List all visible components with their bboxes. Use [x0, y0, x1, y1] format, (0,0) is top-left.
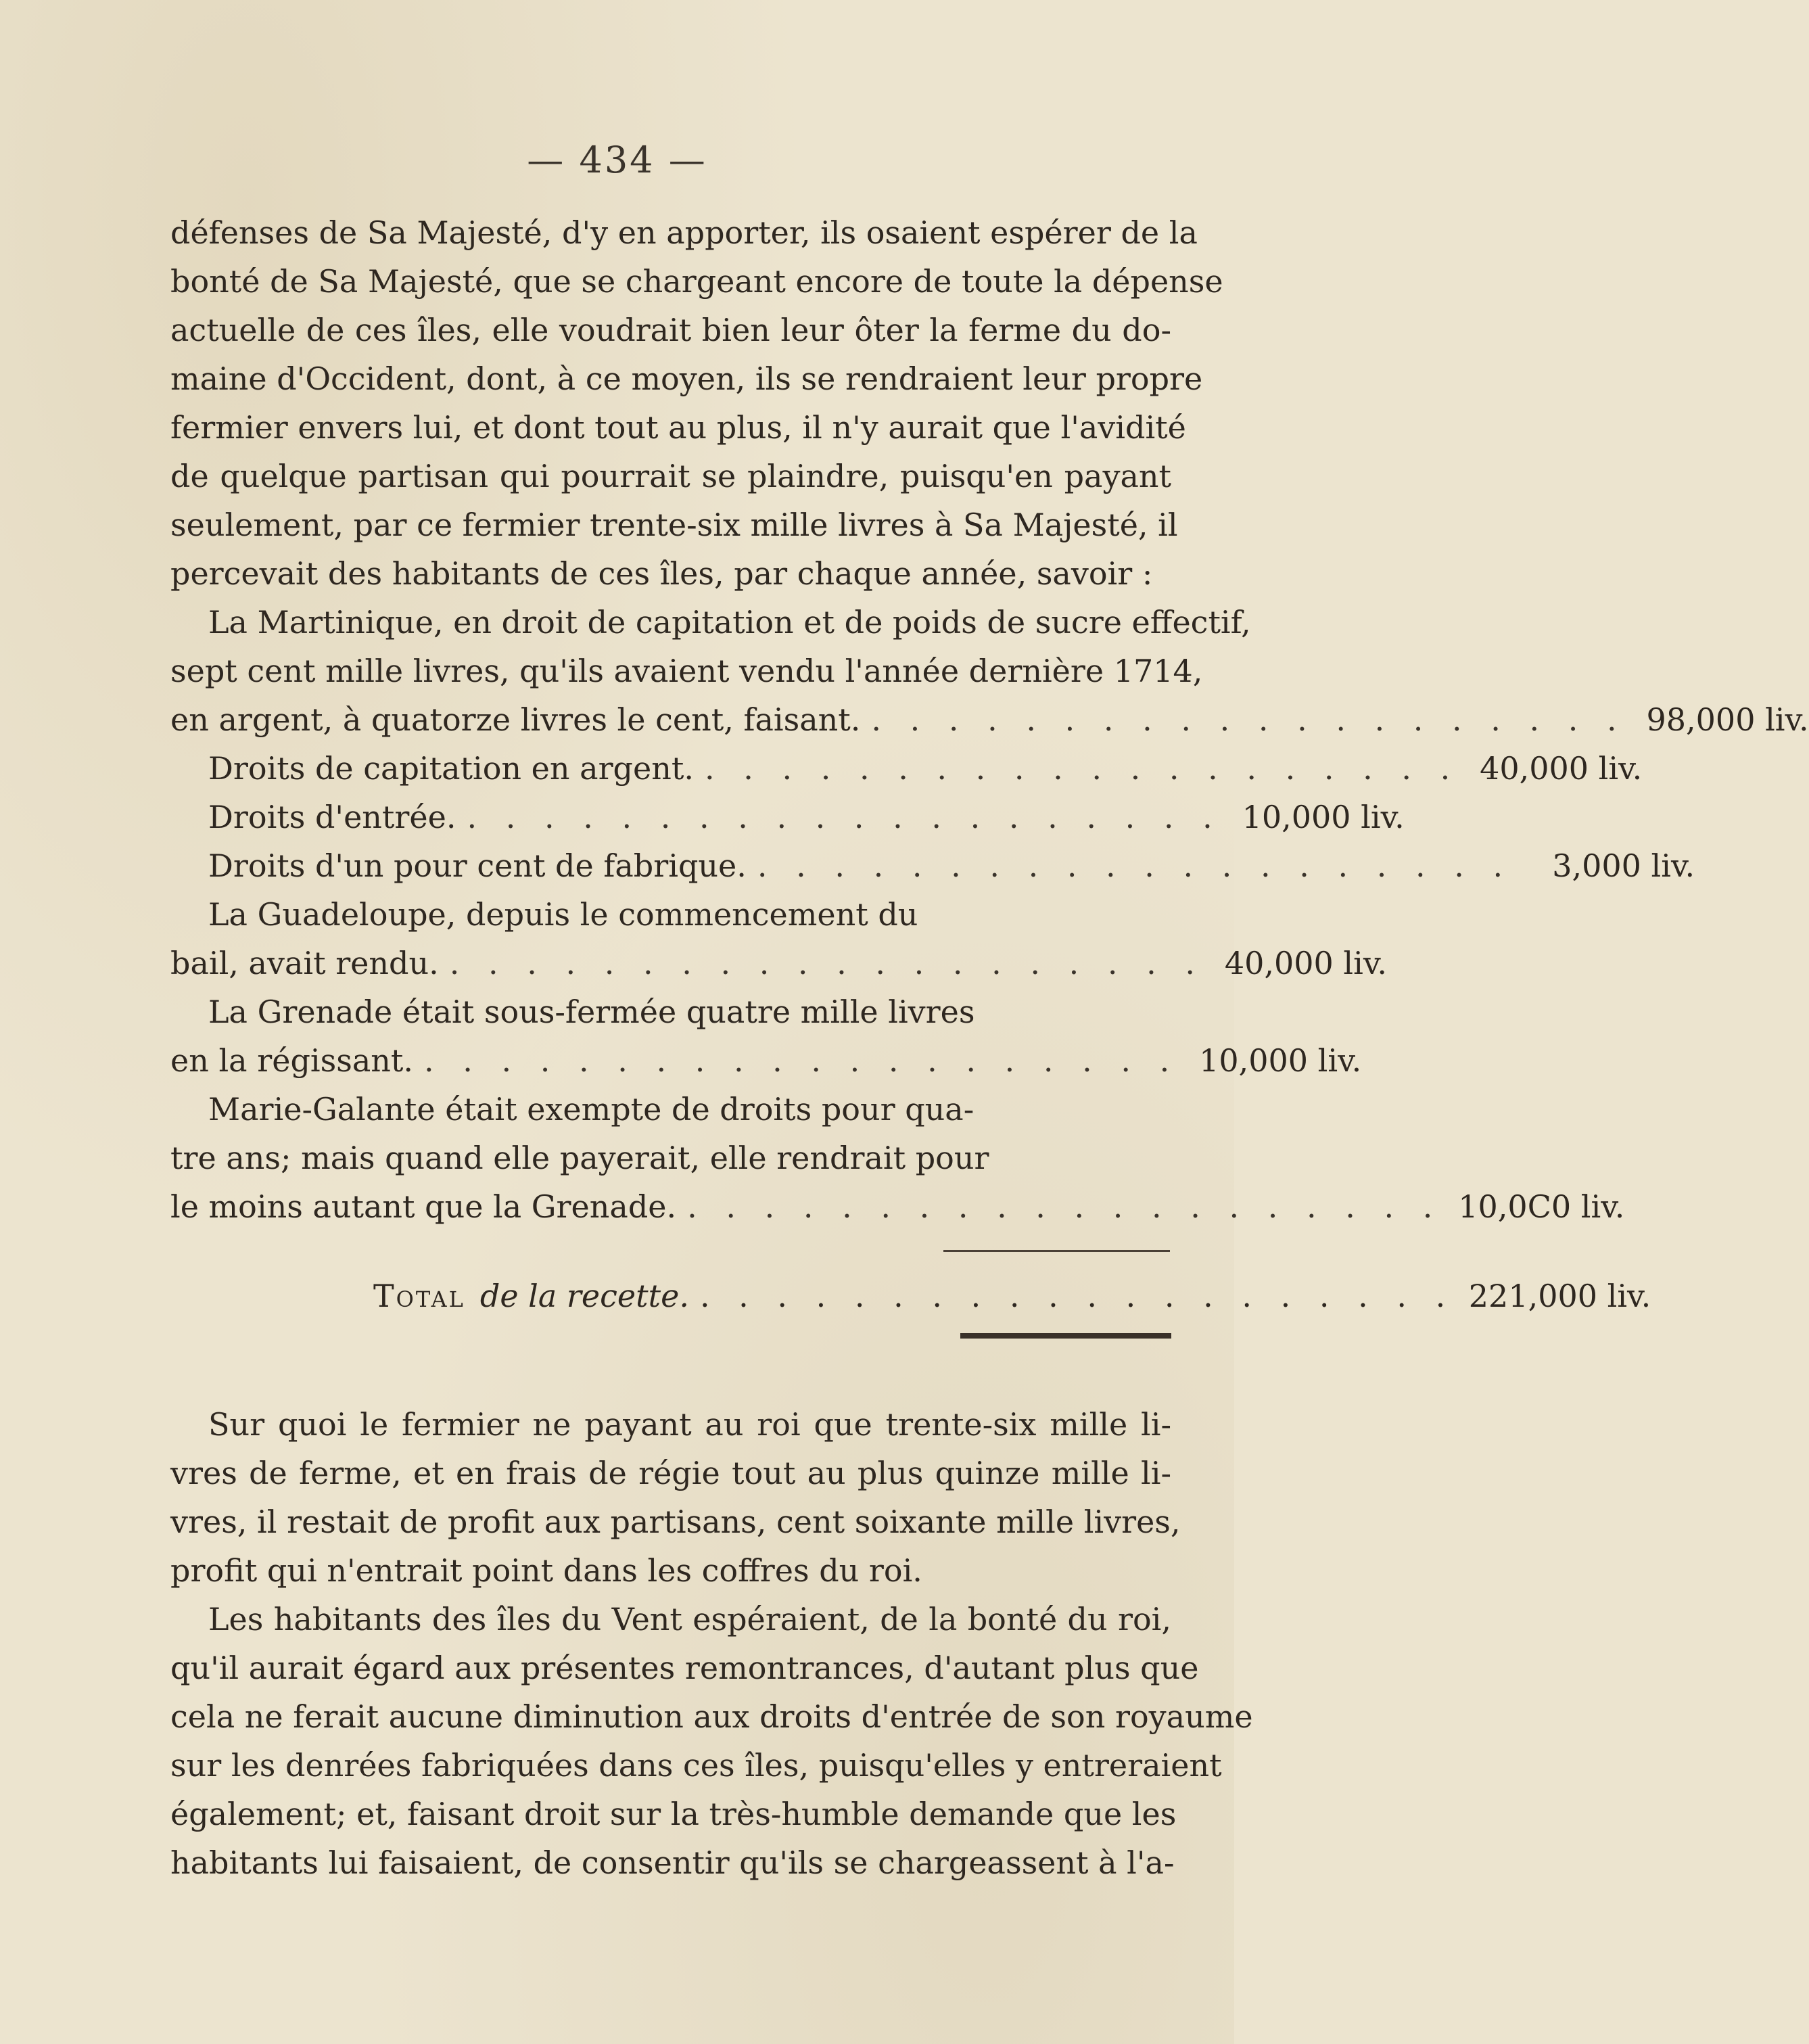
entry-grenade	[170, 1036, 1362, 1085]
text-line: Marie-Galante était exempte de droits pour qua-	[208, 1091, 974, 1128]
text-line: sur les denrées fabriquées dans ces îles, puisqu'elles y entreraient	[170, 1747, 1222, 1784]
entry-label: en la régissant.	[170, 1042, 413, 1079]
leader-dots: . . . . . . . . . . . . . . . . . . . .	[687, 1188, 1442, 1225]
entry-amount: 3,000 liv.	[1552, 847, 1695, 884]
text-line: actuelle de ces îles, elle voudrait bien leur ôter la ferme du do-	[170, 312, 1171, 348]
leader-dots: . . . . . . . . . . . . . . . . . . . .	[467, 799, 1222, 835]
paragraph-4	[170, 1595, 1253, 1887]
entry-label: bail, avait rendu.	[170, 945, 439, 981]
text-line: sept cent mille livres, qu'ils avaient vendu l'année dernière 1714,	[170, 653, 1203, 689]
text-line: vres de ferme, et en frais de régie tout au plus quinze mille li-	[170, 1455, 1171, 1491]
entry-amount: 98,000 liv.	[1646, 701, 1809, 738]
entry-guadeloupe	[170, 939, 1387, 988]
total-amount: 221,000 liv.	[1468, 1278, 1651, 1314]
text-line: bonté de Sa Majesté, que se chargeant encore de toute la dépense	[170, 263, 1223, 300]
entry-marie-galante	[170, 1182, 1625, 1231]
entry-amount: 10,000 liv.	[1242, 799, 1405, 835]
text-line: La Guadeloupe, depuis le commencement du	[208, 896, 918, 933]
text-line: de quelque partisan qui pourrait se plaindre, puisqu'en payant	[170, 458, 1171, 494]
text-line: tre ans; mais quand elle payerait, elle rendrait pour	[170, 1140, 989, 1176]
entry-amount: 10,0C0 liv.	[1458, 1188, 1625, 1225]
leader-dots: . . . . . . . . . . . . . . . . . . . .	[699, 1278, 1455, 1314]
entry-fabrique	[170, 841, 1695, 890]
text-line: cela ne ferait aucune diminution aux droits d'entrée de son royaume	[170, 1698, 1253, 1735]
entry-amount: 40,000 liv.	[1480, 750, 1643, 787]
text-line: fermier envers lui, et dont tout au plus, il n'y aurait que l'avidité	[170, 409, 1186, 446]
text-line: La Grenade était sous-fermée quatre mille livres	[208, 994, 975, 1030]
total-word: Total	[373, 1278, 465, 1314]
text-line: qu'il aurait égard aux présentes remontrances, d'autant plus que	[170, 1650, 1199, 1686]
leader-dots: . . . . . . . . . . . . . . . . . . . .	[704, 750, 1460, 787]
page-number: — 434 —	[527, 139, 707, 181]
text-line: maine d'Occident, dont, à ce moyen, ils se rendraient leur propre	[170, 361, 1203, 397]
receipts-list	[170, 598, 1809, 1231]
text-line: Les habitants des îles du Vent espéraient, de la bonté du roi,	[208, 1601, 1171, 1637]
entry-amount: 10,000 liv.	[1199, 1042, 1362, 1079]
total-row	[170, 1272, 1651, 1320]
entry-droits-entree	[170, 793, 1405, 841]
paragraph-3	[170, 1400, 1181, 1595]
leader-dots: . . . . . . . . . . . . . . . . . . . .	[423, 1042, 1179, 1079]
text-line: percevait des habitants de ces îles, par chaque année, savoir :	[170, 555, 1153, 592]
text-line: vres, il restait de profit aux partisans, cent soixante mille livres,	[170, 1504, 1181, 1540]
leader-dots: . . . . . . . . . . . . . . . . . . . .	[449, 945, 1204, 981]
text-line: défenses de Sa Majesté, d'y en apporter, ils osaient espérer de la	[170, 214, 1198, 251]
text-line: profit qui n'entrait point dans les coffres du roi.	[170, 1552, 922, 1589]
text-line: habitants lui faisaient, de consentir qu'ils se chargeassent à l'a-	[170, 1844, 1175, 1881]
entry-label: Droits d'entrée.	[208, 799, 456, 835]
entry-capitation	[170, 744, 1643, 793]
text-line: La Martinique, en droit de capitation et de poids de sucre effectif,	[208, 604, 1251, 641]
entry-martinique-argent	[170, 695, 1809, 744]
text-line: seulement, par ce fermier trente-six mille livres à Sa Majesté, il	[170, 507, 1178, 543]
paragraph-1	[170, 208, 1223, 598]
text-line: Sur quoi le fermier ne payant au roi que trente-six mille li-	[208, 1406, 1171, 1443]
leader-dots: . . . . . . . . . . . . . . . . . . . .	[871, 701, 1626, 738]
leader-dots: . . . . . . . . . . . . . . . . . . . .	[757, 847, 1513, 884]
total-underline	[960, 1333, 1171, 1339]
entry-label: le moins autant que la Grenade.	[170, 1188, 677, 1225]
entry-amount: 40,000 liv.	[1224, 945, 1387, 981]
entry-label: en argent, à quatorze livres le cent, faisant.	[170, 701, 861, 738]
total-label: de la recette.	[479, 1278, 689, 1314]
sum-rule	[943, 1250, 1170, 1252]
entry-label: Droits d'un pour cent de fabrique.	[208, 847, 747, 884]
entry-label: Droits de capitation en argent.	[208, 750, 694, 787]
text-line: également; et, faisant droit sur la très-humble demande que les	[170, 1796, 1177, 1832]
